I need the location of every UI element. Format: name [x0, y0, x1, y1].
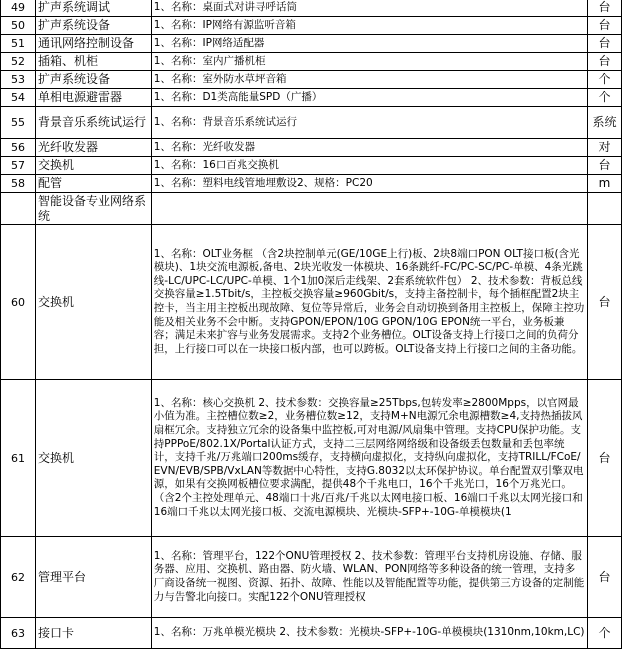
table-row	[1, 380, 622, 537]
item-name: 扩声系统设备	[35, 17, 151, 35]
table-row	[1, 53, 622, 71]
item-name: 交换机	[35, 157, 151, 175]
row-number: 54	[1, 89, 36, 107]
item-unit: 个	[588, 89, 622, 107]
section-header-row	[1, 193, 622, 225]
item-description: 1、名称：塑料电线管地埋敷设2、规格：PC20	[151, 175, 587, 193]
item-description: 1、名称：背景音乐系统试运行	[151, 107, 587, 139]
item-name: 通讯网络控制设备	[35, 35, 151, 53]
item-unit: 台	[588, 0, 622, 17]
table-row	[1, 225, 622, 380]
item-unit: 个	[588, 618, 622, 649]
table-row	[1, 0, 622, 17]
item-unit: 台	[588, 17, 622, 35]
item-name: 接口卡	[35, 618, 151, 649]
item-unit: 系统	[588, 107, 622, 139]
table-row	[1, 618, 622, 649]
row-number: 55	[1, 107, 36, 139]
row-number: 58	[1, 175, 36, 193]
item-description: 1、名称：IP网络有源监听音箱	[151, 17, 587, 35]
item-name: 扩声系统调试	[35, 0, 151, 17]
item-description: 1、名称：管理平台，122个ONU管理授权 2、技术参数：管理平台支持机房设施、存储、服务器、应用、交换机、路由器、防火墙、WLAN、PON网络等多种设备的统一管理，支持多厂商设备统一视图、资源、拓扑、故障、性能以及智能配置等功能，提供第三方设备的定制能力与告警北向接口。实配122个ONU管理授权	[151, 537, 587, 618]
table-row	[1, 175, 622, 193]
row-number: 56	[1, 139, 36, 157]
item-unit	[588, 193, 622, 225]
row-number: 57	[1, 157, 36, 175]
row-number: 50	[1, 17, 36, 35]
row-number: 60	[1, 225, 36, 380]
table-row	[1, 35, 622, 53]
item-name: 交换机	[35, 380, 151, 537]
item-name: 扩声系统设备	[35, 71, 151, 89]
table-row	[1, 17, 622, 35]
item-description: 1、名称：室内广播机柜	[151, 53, 587, 71]
row-number	[1, 193, 36, 225]
row-number: 51	[1, 35, 36, 53]
item-description: 1、名称：OLT业务框 （含2块控制单元(GE/10GE上行)板、2块8端口PON OLT接口板(含光模块)、1块交流电源板,备电、2块光收发一体模块、16条跳纤-FC/PC-SC/PC-单模、4条光跳线-LC/UPC-LC/UPC-单模、1个1加0深后走线架、2套系统软件包） 2、技术参数：背板总线交换容量≥1.5Tbit/s，主控板交换容量≥960Gbit/s，支持主备控制卡，每个插框配置2块主控卡，当主用主控板出现故障、复位等异常后，业务会自动切换到备用主控板上，保障主控功能及相关业务不会中断。支持GPON/EPON/10G GPON/10G EPON统一平台，业务板兼容；满足未来扩容与业务发展需求。支持2个业务槽位。OLT设备支持上行接口之间的负荷分担，上行接口可以在一块接口板内部，也可以跨板。OLT设备支持上行接口之间的主备功能。	[151, 225, 587, 380]
item-name: 配管	[35, 175, 151, 193]
item-name: 插箱、机柜	[35, 53, 151, 71]
row-number: 63	[1, 618, 36, 649]
item-unit: 台	[588, 225, 622, 380]
item-description: 1、名称：室外防水草坪音箱	[151, 71, 587, 89]
item-description: 1、名称：核心交换机 2、技术参数：交换容量≥25Tbps,包转发率≥2800Mpps，以官网最小值为准。主控槽位数≥2，业务槽位数≥12，支持M+N电源冗余电源槽数≥4,支持热插拔风扇框冗余。支持独立冗余的设备集中监控板,可对电源/风扇集中管理。支持CPU保护功能。支持PPPoE/802.1X/Portal认证方式，支持二三层网络网络级和设备级丢包数量和丢包率统计，支持千兆/万兆端口200ms缓存，支持横向虚拟化，支持纵向虚拟化，支持TRILL/FCoE/EVN/EVB/SPB/VxLAN等数据中心特性，支持G.8032以太环保护协议。单台配置双引擎双电源，如果有交换网板槽位要求满配，提供48个千兆电口，16个千兆光口，16个万兆光口。（含2个主控处理单元、48端口十兆/百兆/千兆以太网电接口板、16端口千兆以太网光接口和16端口千兆以太网光接口板、交流电源模块、光模块-SFP+-10G-单模模块(1	[151, 380, 587, 537]
item-description: 1、名称：D1类高能量SPD（广播）	[151, 89, 587, 107]
item-unit: 个	[588, 71, 622, 89]
item-description	[151, 193, 587, 225]
row-number: 52	[1, 53, 36, 71]
table-row	[1, 71, 622, 89]
item-unit: 台	[588, 380, 622, 537]
table-row	[1, 157, 622, 175]
item-unit: 台	[588, 537, 622, 618]
table-row	[1, 89, 622, 107]
item-unit: 台	[588, 157, 622, 175]
table-row	[1, 139, 622, 157]
section-title: 智能设备专业网络系统	[35, 193, 151, 225]
item-unit: 台	[588, 53, 622, 71]
item-unit: 对	[588, 139, 622, 157]
row-number: 62	[1, 537, 36, 618]
item-unit: 台	[588, 35, 622, 53]
item-description: 1、名称：光纤收发器	[151, 139, 587, 157]
item-name: 单相电源避雷器	[35, 89, 151, 107]
item-description: 1、名称：万兆单模光模块 2、技术参数：光模块-SFP+-10G-单模模块(1310nm,10km,LC)	[151, 618, 587, 649]
item-name: 交换机	[35, 225, 151, 380]
item-name: 光纤收发器	[35, 139, 151, 157]
item-unit: m	[588, 175, 622, 193]
item-description: 1、名称：桌面式对讲寻呼话筒	[151, 0, 587, 17]
row-number: 49	[1, 0, 36, 17]
item-description: 1、名称：IP网络适配器	[151, 35, 587, 53]
item-description: 1、名称：16口百兆交换机	[151, 157, 587, 175]
table-row	[1, 107, 622, 139]
item-name: 背景音乐系统试运行	[35, 107, 151, 139]
table-row	[1, 537, 622, 618]
row-number: 61	[1, 380, 36, 537]
row-number: 53	[1, 71, 36, 89]
item-name: 管理平台	[35, 537, 151, 618]
